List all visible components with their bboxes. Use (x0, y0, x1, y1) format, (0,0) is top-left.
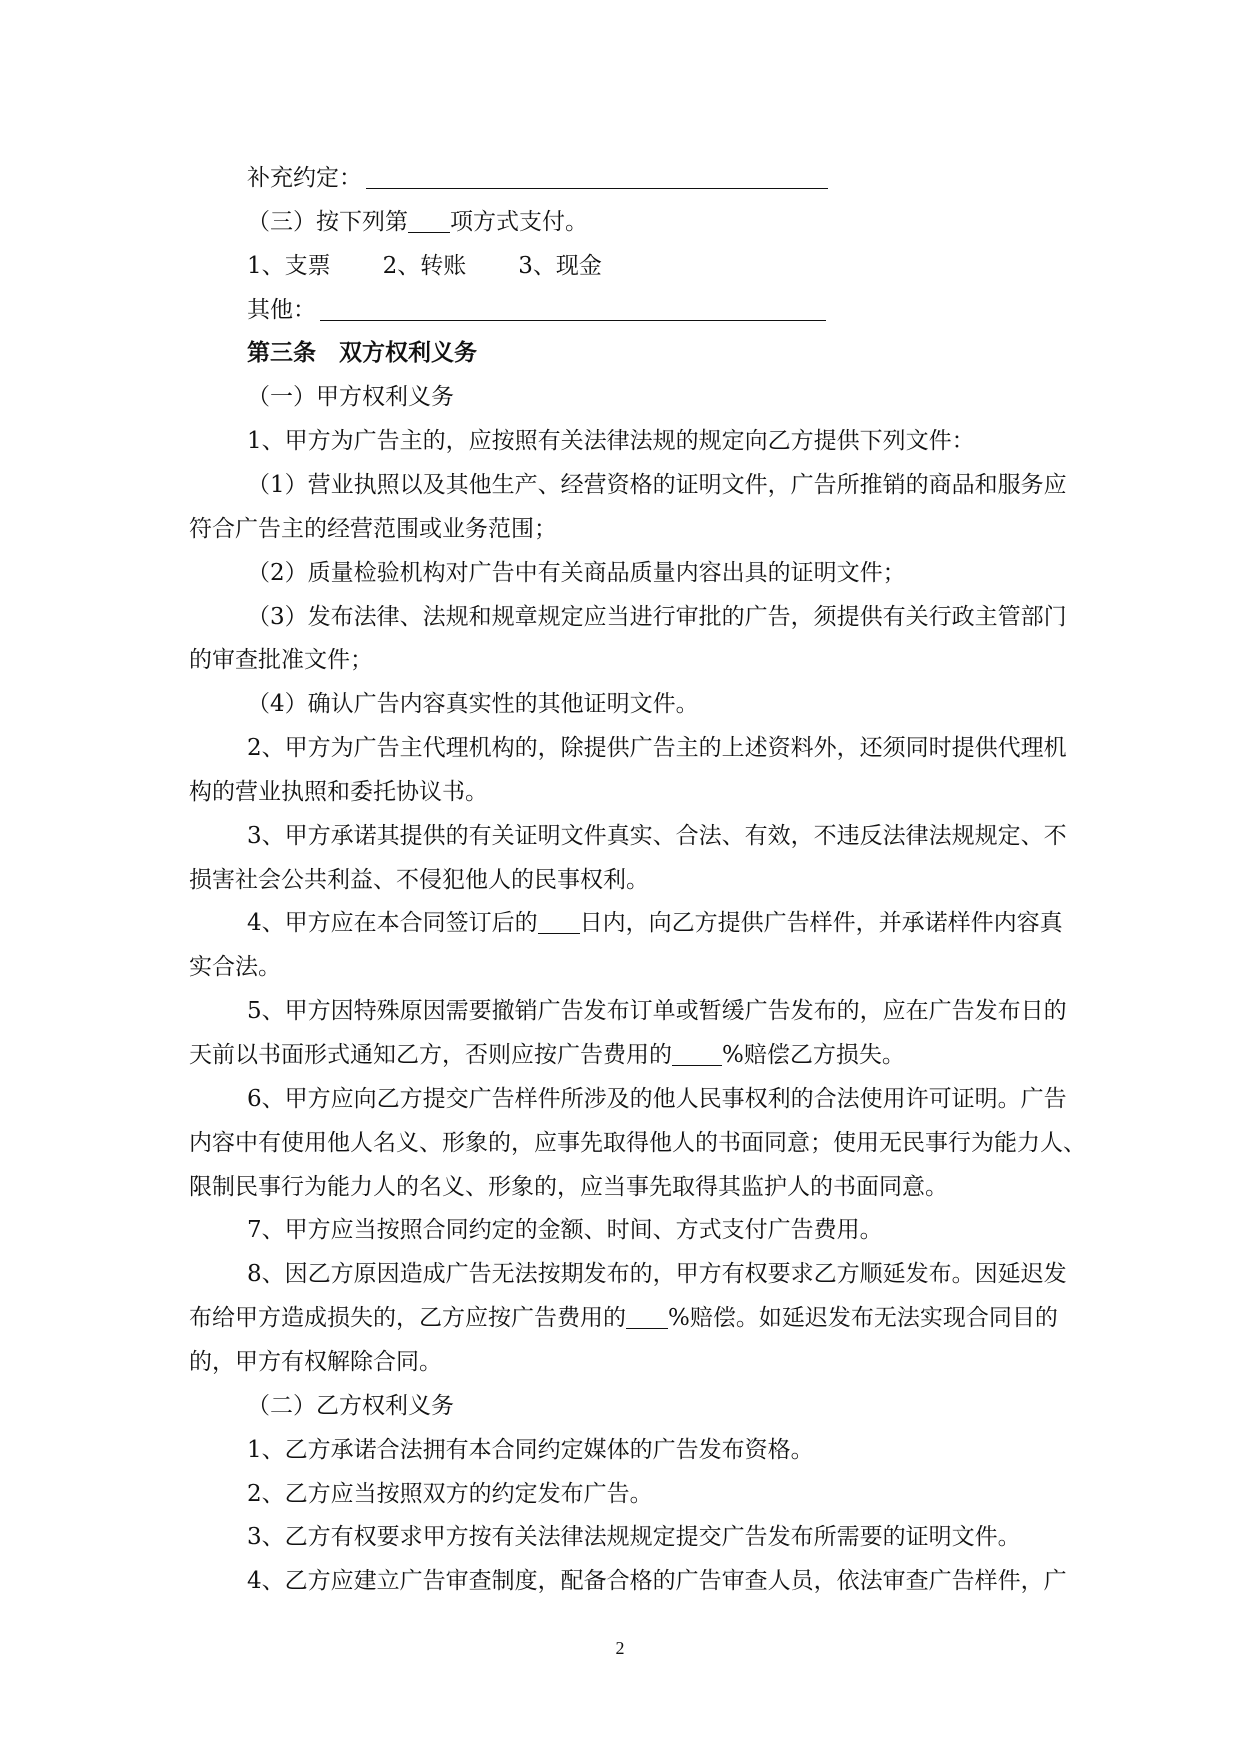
text-segment: 第三条 双方权利义务 (247, 340, 477, 366)
text-line (247, 292, 826, 328)
text-line (247, 423, 975, 459)
fill-in-blank[interactable] (672, 1039, 722, 1066)
text-segment: 的审查批准文件； (189, 647, 373, 673)
text-segment: （1）营业执照以及其他生产、经营资格的证明文件，广告所推销的商品和服务应 (247, 472, 1067, 498)
fill-in-blank[interactable] (626, 1302, 668, 1329)
text-segment: 1、乙方承诺合法拥有本合同约定媒体的广告发布资格。 (247, 1437, 814, 1463)
text-line (189, 862, 649, 898)
text-segment: 限制民事行为能力人的名义、形象的，应当事先取得其监护人的书面同意。 (189, 1174, 948, 1200)
text-segment: （三）按下列第 (247, 209, 408, 235)
text-segment: 7、甲方应当按照合同约定的金额、时间、方式支付广告费用。 (247, 1217, 883, 1243)
text-line (189, 774, 488, 810)
fill-in-blank[interactable] (538, 907, 580, 934)
text-line (247, 555, 906, 591)
text-line (189, 642, 373, 678)
text-segment: %赔偿乙方损失。 (722, 1042, 905, 1068)
section-heading (247, 335, 477, 371)
text-line (247, 1256, 1067, 1292)
text-segment: %赔偿。如延迟发布无法实现合同目的 (668, 1305, 1058, 1331)
text-line (189, 1125, 1086, 1161)
text-segment: 项方式支付。 (450, 209, 588, 235)
text-segment: （一）甲方权利义务 (247, 384, 454, 410)
text-line (247, 686, 699, 722)
text-segment: 内容中有使用他人名义、形象的，应事先取得他人的书面同意；使用无民事行为能力人、 (189, 1130, 1086, 1156)
text-segment: 日内，向乙方提供广告样件，并承诺样件内容真 (579, 910, 1063, 936)
page-number: 2 (615, 1638, 625, 1658)
text-line (189, 1169, 948, 1205)
fill-in-blank[interactable] (320, 294, 826, 321)
text-line (247, 818, 1067, 854)
text-line (247, 467, 1067, 503)
text-segment: 损害社会公共利益、不侵犯他人的民事权利。 (189, 867, 649, 893)
fill-in-blank[interactable] (366, 162, 828, 189)
text-segment: （二）乙方权利义务 (247, 1393, 454, 1419)
text-line (189, 511, 557, 547)
text-segment: 构的营业执照和委托协议书。 (189, 779, 488, 805)
text-line (247, 379, 454, 415)
text-line (247, 1476, 653, 1512)
text-segment: 4、乙方应建立广告审查制度，配备合格的广告审查人员，依法审查广告样件，广 (247, 1568, 1067, 1594)
payment-option: 1、支票 (247, 253, 331, 279)
text-segment: 8、因乙方原因造成广告无法按期发布的，甲方有权要求乙方顺延发布。因延迟发 (247, 1261, 1067, 1287)
text-line (247, 1212, 883, 1248)
text-segment: 实合法。 (189, 954, 281, 980)
text-line (189, 1037, 905, 1073)
text-line (189, 1300, 1058, 1336)
text-segment: 布给甲方造成损失的，乙方应按广告费用的 (189, 1305, 626, 1331)
text-segment: （3）发布法律、法规和规章规定应当进行审批的广告，须提供有关行政主管部门 (247, 604, 1067, 630)
text-line (247, 248, 602, 284)
text-segment: 其他： (247, 297, 316, 323)
text-segment: 天前以书面形式通知乙方，否则应按广告费用的 (189, 1042, 672, 1068)
text-segment: 1、甲方为广告主的，应按照有关法律法规的规定向乙方提供下列文件： (247, 428, 975, 454)
payment-option: 2、转账 (382, 253, 467, 279)
text-line (247, 905, 1063, 941)
text-segment: 3、甲方承诺其提供的有关证明文件真实、合法、有效，不违反法律法规规定、不 (247, 823, 1067, 849)
text-line (247, 993, 1067, 1029)
text-segment: 符合广告主的经营范围或业务范围； (189, 516, 557, 542)
text-line (189, 949, 281, 985)
text-segment: 2、乙方应当按照双方的约定发布广告。 (247, 1481, 653, 1507)
text-segment: 补充约定： (247, 165, 362, 191)
text-segment: 2、甲方为广告主代理机构的，除提供广告主的上述资料外，还须同时提供代理机 (247, 735, 1067, 761)
text-segment: （4）确认广告内容真实性的其他证明文件。 (247, 691, 699, 717)
text-line (247, 599, 1067, 635)
text-line (247, 730, 1067, 766)
text-segment: （2）质量检验机构对广告中有关商品质量内容出具的证明文件； (247, 560, 906, 586)
text-line (247, 1388, 454, 1424)
text-line (247, 1563, 1067, 1599)
text-line (189, 1344, 442, 1380)
text-line (247, 1432, 814, 1468)
text-line (247, 1081, 1067, 1117)
text-segment: 5、甲方因特殊原因需要撤销广告发布订单或暂缓广告发布的，应在广告发布日的 (247, 998, 1067, 1024)
fill-in-blank[interactable] (408, 206, 450, 233)
text-segment: 4、甲方应在本合同签订后的 (247, 910, 538, 936)
text-segment: 6、甲方应向乙方提交广告样件所涉及的他人民事权利的合法使用许可证明。广告 (247, 1086, 1067, 1112)
text-line (247, 204, 588, 240)
text-line (247, 160, 828, 196)
text-segment: 3、乙方有权要求甲方按有关法律法规规定提交广告发布所需要的证明文件。 (247, 1524, 1021, 1550)
text-segment: 的，甲方有权解除合同。 (189, 1349, 442, 1375)
payment-option: 3、现金 (518, 253, 602, 279)
text-line (247, 1519, 1021, 1555)
